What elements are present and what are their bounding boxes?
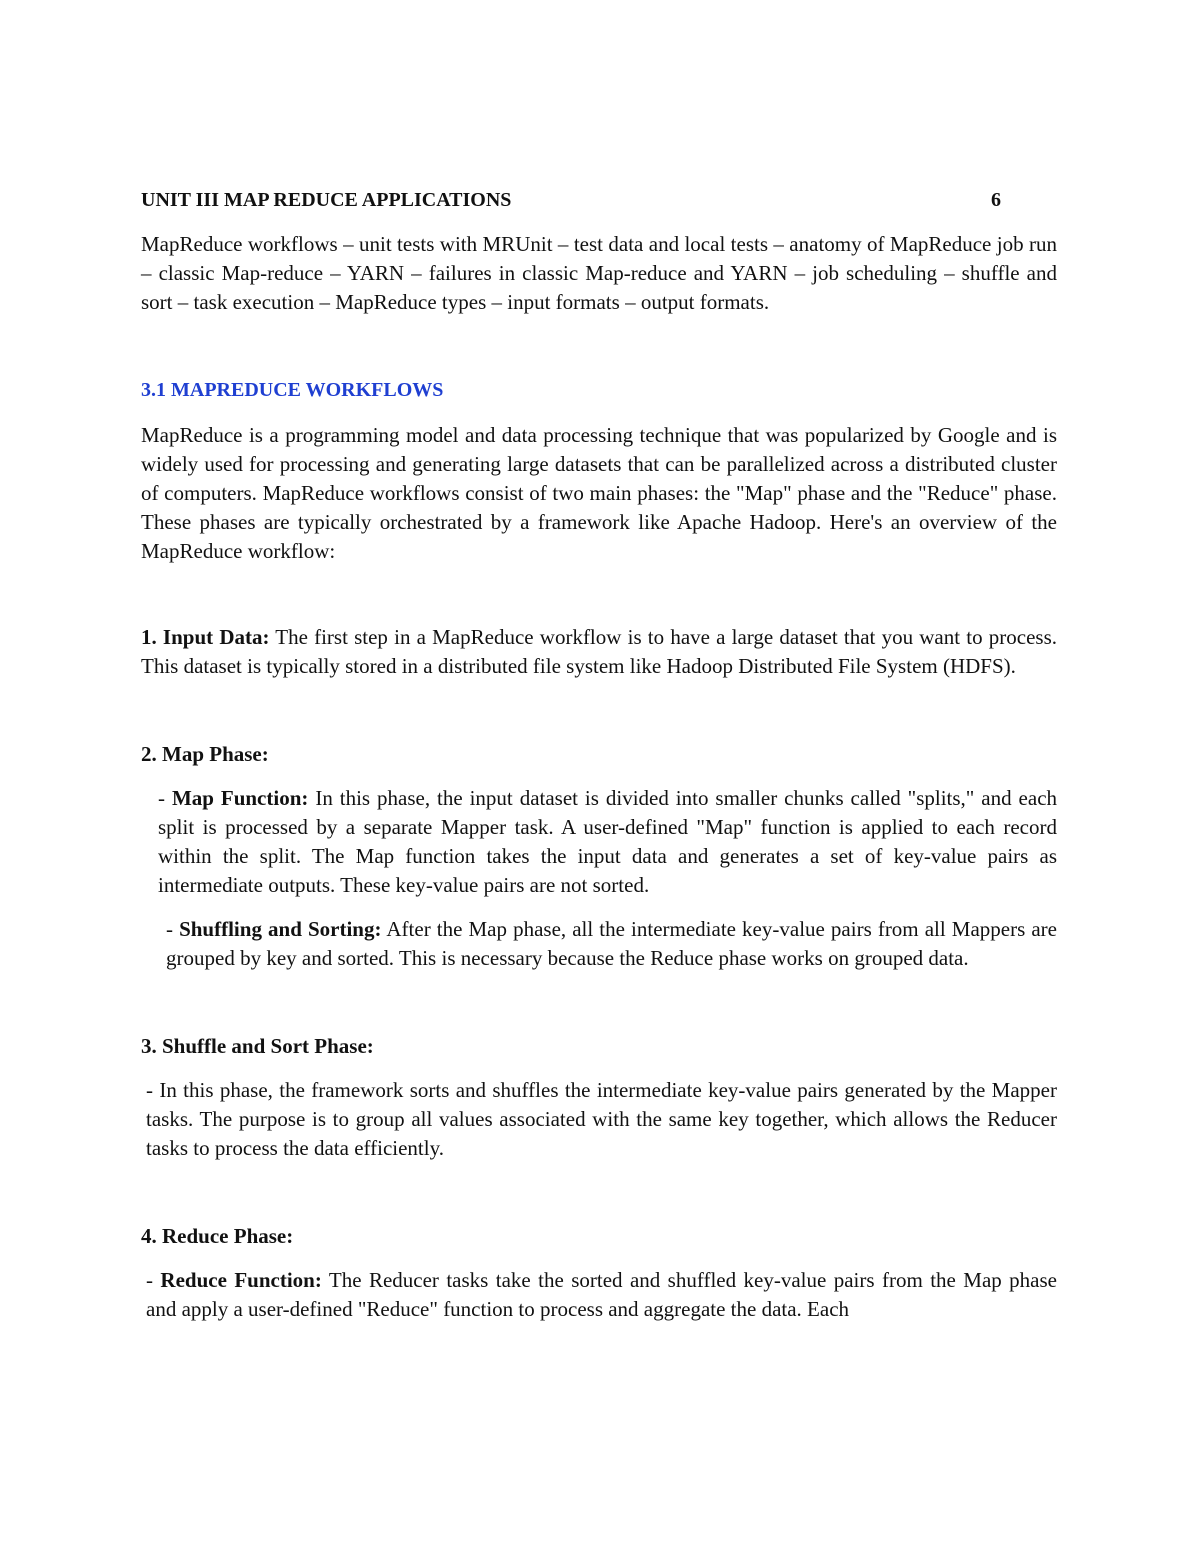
step-input-text: The first step in a MapReduce workflow is to have a large dataset that you want to process. This dataset is typically stored in a distributed file system like Hadoop Distributed File System (HDFS). (141, 625, 1057, 678)
reduce-function-text: The Reducer tasks take the sorted and shuffled key-value pairs from the Map phase and apply a user-defined "Reduce" function to process and aggregate the data. Each (146, 1268, 1058, 1321)
map-phase-heading: 2. Map Phase: (141, 742, 269, 766)
step-input-label: 1. Input Data: (141, 625, 270, 649)
reduce-function-prefix: - (146, 1268, 161, 1292)
map-function-paragraph (141, 784, 1057, 900)
reduce-function-label: Reduce Function: (160, 1268, 322, 1292)
map-function-label: Map Function: (171, 786, 309, 810)
document-page (141, 186, 1057, 1324)
map-function-prefix: - (158, 786, 172, 810)
reduce-function-paragraph (141, 1266, 1057, 1324)
section-heading: 3.1 MAPREDUCE WORKFLOWS (141, 379, 444, 401)
syllabus-paragraph: MapReduce workflows – unit tests with MRUnit – test data and local tests – anatomy of MapReduce job run – classic Map-reduce – YARN – failures in classic Map-reduce and YARN – job scheduling – shuffle and sort – task execution – MapReduce types – input formats – output formats. (141, 232, 1057, 314)
shuffling-label: Shuffling and Sorting: (179, 917, 382, 941)
shuffle-sort-heading: 3. Shuffle and Sort Phase: (141, 1034, 374, 1058)
reduce-phase-heading: 4. Reduce Phase: (141, 1224, 294, 1248)
shuffle-sort-paragraph: - In this phase, the framework sorts and shuffles the intermediate key-value pairs generated by the Mapper tasks. The purpose is to group all values associated with the same key together, which allows the Reducer tasks to process the data efficiently. (146, 1078, 1057, 1160)
step-input-data (141, 623, 1057, 681)
intro-paragraph: MapReduce is a programming model and data processing technique that was popularized by Google and is widely used for processing and generating large datasets that can be parallelized across a distributed cluster of computers. MapReduce workflows consist of two main phases: the "Map" phase and the "Reduce" phase. These phases are typically orchestrated by a framework like Apache Hadoop. Here's an overview of the MapReduce workflow: (141, 423, 1057, 563)
shuffling-paragraph (141, 915, 1057, 973)
unit-hours: 6 (991, 189, 1001, 211)
unit-header (141, 186, 1057, 215)
map-function-text: In this phase, the input dataset is divided into smaller chunks called "splits," and each split is processed by a separate Mapper task. A user-defined "Map" function is applied to each record within the split. The Map function takes the input data and generates a set of key-value pairs as intermediate outputs. These key-value pairs are not sorted. (158, 786, 1058, 897)
shuffling-prefix: - (166, 917, 180, 941)
shuffling-text: After the Map phase, all the intermediate key-value pairs from all Mappers are grouped by key and sorted. This is necessary because the Reduce phase works on grouped data. (166, 917, 1057, 970)
unit-title: UNIT III MAP REDUCE APPLICATIONS (141, 189, 512, 211)
